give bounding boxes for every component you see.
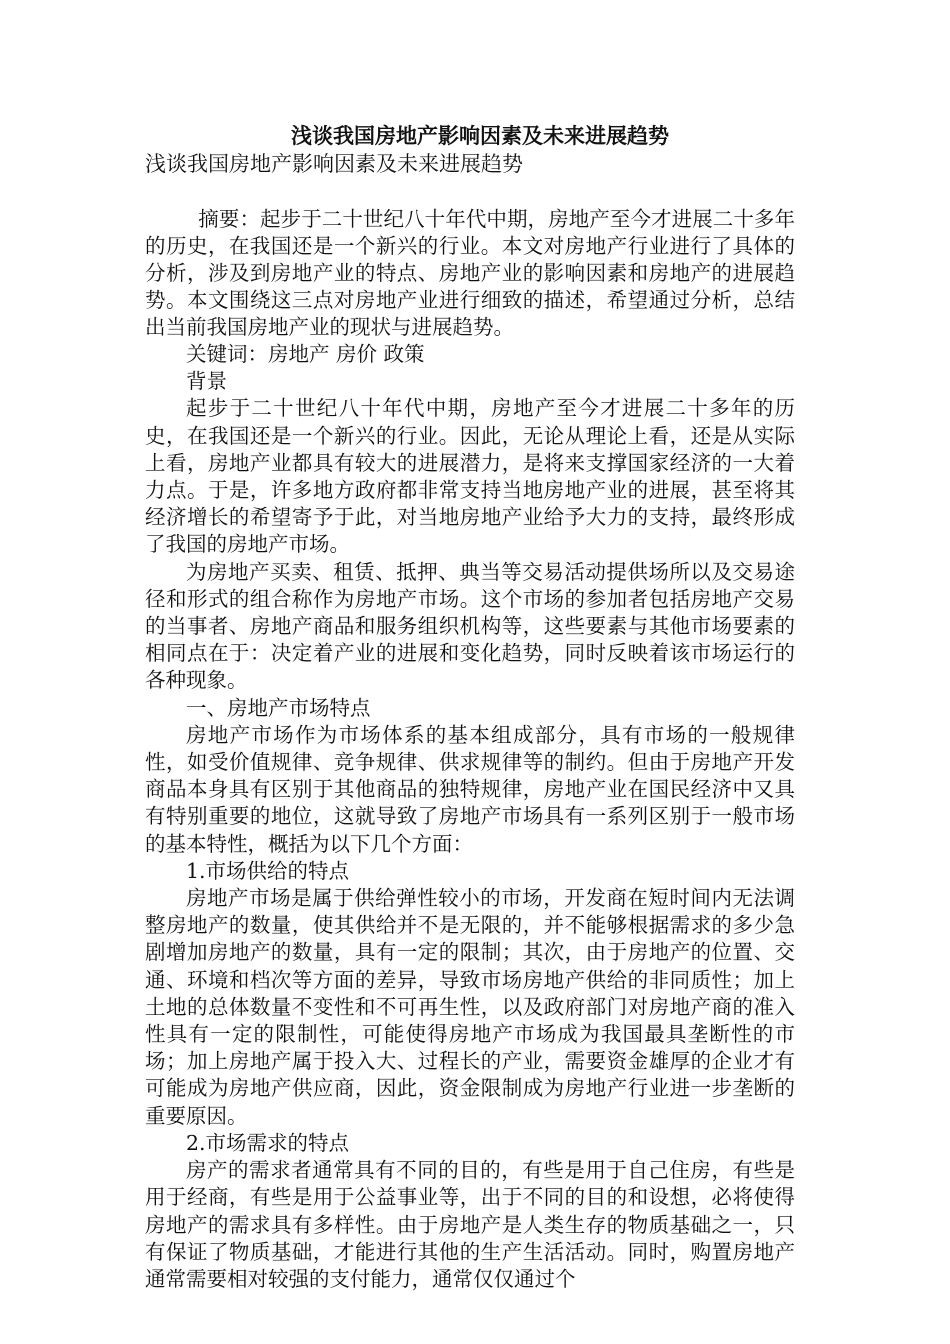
- subsection-2-heading: 2.市场需求的特点: [186, 1130, 350, 1155]
- document-subtitle: 浅谈我国房地产影响因素及未来进展趋势: [145, 152, 523, 176]
- subsection-1-heading: 1.市场供给的特点: [186, 858, 350, 883]
- section-1-heading: 一、房地产市场特点: [186, 695, 371, 720]
- subsection-1-paragraph: 房地产市场是属于供给弹性较小的市场，开发商在短时间内无法调整房地产的数量，使其供给并不是无限的，并不能够根据需求的多少急剧增加房地产的数量，具有一定的限制；其次，由于房地产的位置、交通、环境和档次等方面的差异，导致市场房地产供给的非同质性；加上土地的总体数量不变性和不可再生性，以及政府部门对房地产商的准入性具有一定的限制性，可能使得房地产市场成为我国最具垄断性的市场；加上房地产属于投入大、过程长的产业，需要资金雄厚的企业才有可能成为房地产供应商，因此，资金限制成为房地产行业进一步垄断的重要原因。: [145, 886, 795, 1128]
- subsection-2-paragraph: 房产的需求者通常具有不同的目的，有些是用于自己住房，有些是用于经商，有些是用于公益事业等，出于不同的目的和设想，必将使得房地产的需求具有多样性。由于房地产是人类生存的物质基础之一，只有保证了物质基础，才能进行其他的生产生活活动。同时，购置房地产通常需要相对较强的支付能力，通常仅仅通过个: [145, 1158, 795, 1291]
- keywords-line: 关键词：房地产 房价 政策: [186, 342, 425, 366]
- abstract-paragraph: 摘要：起步于二十世纪八十年代中期，房地产至今才进展二十多年的历史，在我国还是一个新兴的行业。本文对房地产行业进行了具体的分析，涉及到房地产业的特点、房地产业的影响因素和房地产的进展趋势。本文围绕这三点对房地产业进行细致的描述，希望通过分析，总结出当前我国房地产业的现状与进展趋势。: [145, 207, 795, 339]
- background-heading: 背景: [186, 369, 227, 394]
- background-paragraph-1: 起步于二十世纪八十年代中期，房地产至今才进展二十多年的历史，在我国还是一个新兴的行业。因此，无论从理论上看，还是从实际上看，房地产业都具有较大的进展潜力，是将来支撑国家经济的一大着力点。于是，许多地方政府都非常支持当地房地产业的进展，甚至将其经济增长的希望寄予于此，对当地房地产业给予大力的支持，最终形成了我国的房地产市场。: [145, 396, 795, 557]
- document-title: 浅谈我国房地产影响因素及未来进展趋势: [291, 123, 669, 148]
- background-paragraph-2: 为房地产买卖、租赁、抵押、典当等交易活动提供场所以及交易途径和形式的组合称作为房地产市场。这个市场的参加者包括房地产交易的当事者、房地产商品和服务组织机构等，这些要素与其他市场要素的相同点在于：决定着产业的进展和变化趋势，同时反映着该市场运行的各种现象。: [145, 559, 795, 693]
- document-page: [145, 122, 795, 1293]
- section-1-paragraph: 房地产市场作为市场体系的基本组成部分，具有市场的一般规律性，如受价值规律、竞争规律、供求规律等的制约。但由于房地产开发商品本身具有区别于其他商品的独特规律，房地产业在国民经济中又具有特别重要的地位，这就导致了房地产市场具有一系列区别于一般市场的基本特性，概括为以下几个方面：: [145, 722, 795, 856]
